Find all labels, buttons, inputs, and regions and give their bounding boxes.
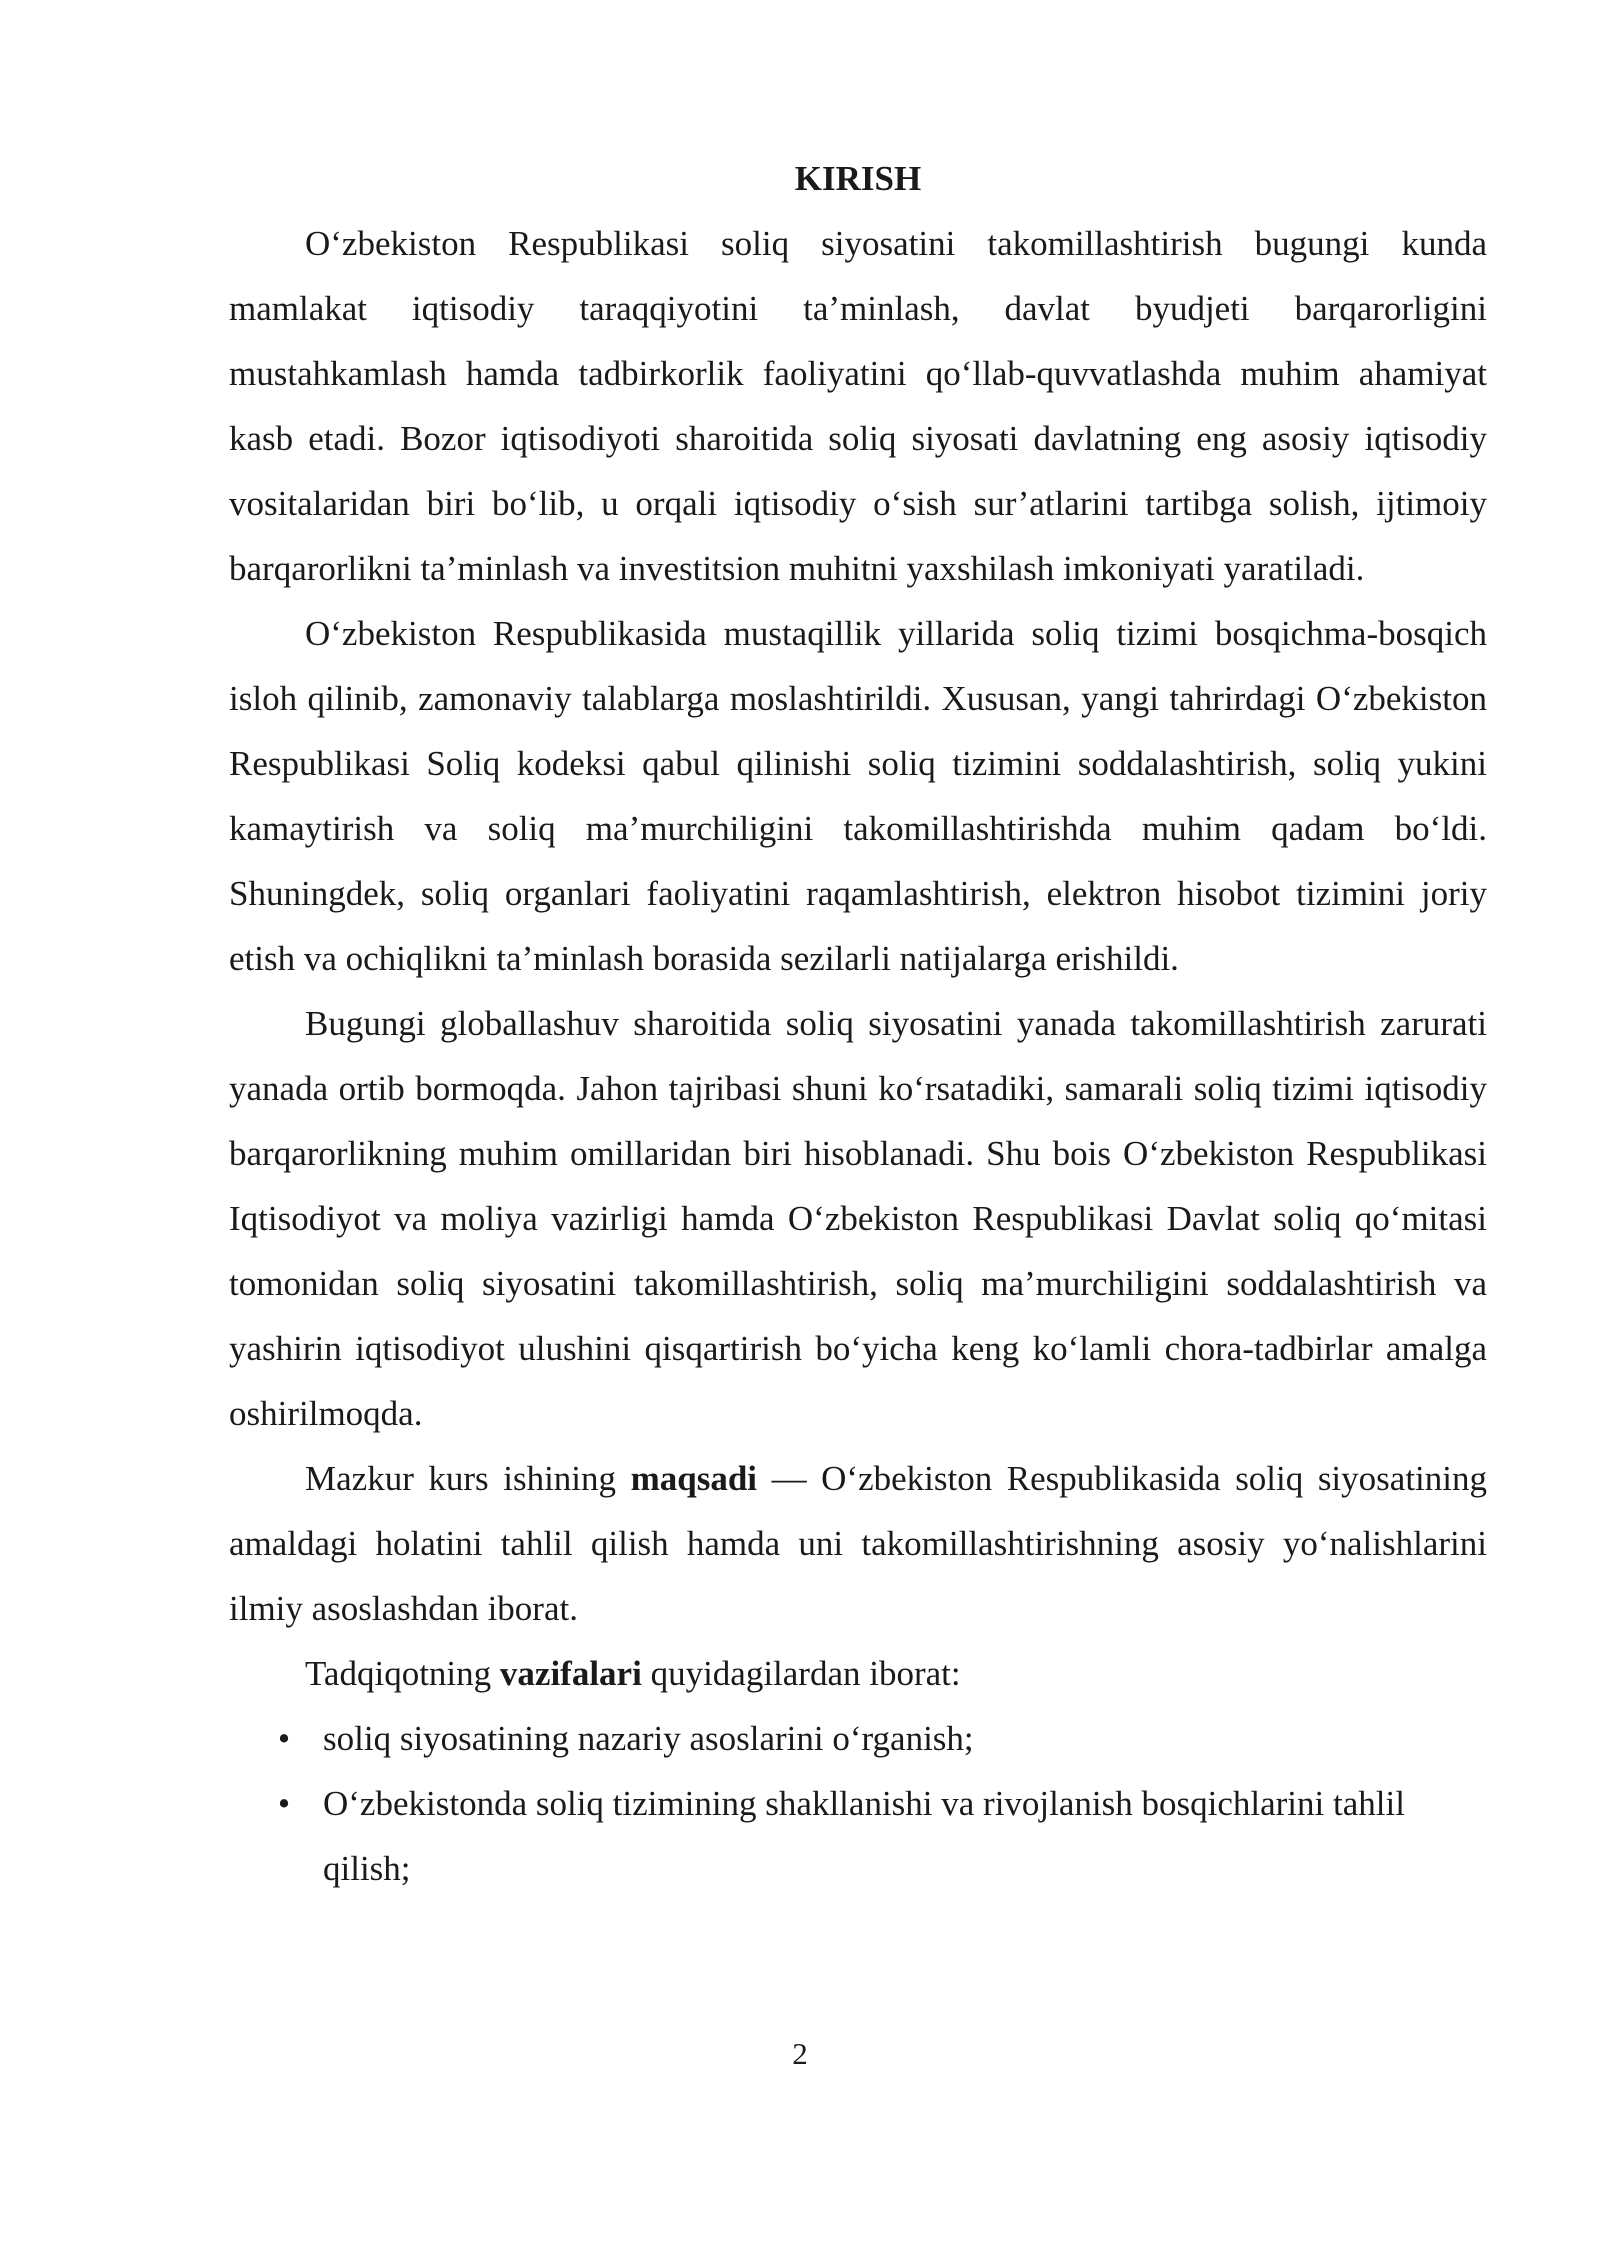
goal-text-after: — O‘zbekiston Respublikasida soliq siyosatining amaldagi holatini tahlil qilish hamda uni takomillashtirishning asosiy yo‘nalishlarini ilmiy asoslashdan iborat. bbox=[229, 1459, 1487, 1628]
intro-paragraph-3: Bugungi globallashuv sharoitida soliq siyosatini yanada takomillashtirish zarurati yanada ortib bormoqda. Jahon tajribasi shuni ko‘rsatadiki, samarali soliq tizimi iqtisodiy barqarorlikning muhim omillaridan biri hisoblanadi. Shu bois O‘zbekiston Respublikasi Iqtisodiyot va moliya vazirligi hamda O‘zbekiston Respublikasi Davlat soliq qo‘mitasi tomonidan soliq siyosatini takomillashtirish, soliq ma’murchiligini soddalashtirish va yashirin iqtisodiyot ulushini qisqartirish bo‘yicha keng ko‘lamli chora-tadbirlar amalga oshirilmoqda. bbox=[229, 1004, 1487, 1433]
bullet-icon: • bbox=[277, 1784, 291, 1823]
tasks-intro-after: quyidagilardan iborat: bbox=[641, 1654, 961, 1693]
page-number: 2 bbox=[792, 2036, 808, 2071]
list-item bbox=[227, 1771, 1487, 1901]
tasks-keyword: vazifalari bbox=[499, 1654, 642, 1693]
task-text: soliq siyosatining nazariy asoslarini o‘rganish; bbox=[323, 1719, 974, 1758]
intro-paragraph-2: O‘zbekiston Respublikasida mustaqillik yillarida soliq tizimi bosqichma-bosqich isloh qilinib, zamonaviy talablarga moslashtirildi. Xususan, yangi tahrirdagi O‘zbekiston Respublikasi Soliq kodeksi qabul qilinishi soliq tizimini soddalashtirish, soliq yukini kamaytirish va soliq ma’murchiligini takomillashtirishda muhim qadam bo‘ldi. Shuningdek, soliq organlari faoliyatini raqamlashtirish, elektron hisobot tizimini joriy etish va ochiqlikni ta’minlash borasida sezilarli natijalarga erishildi. bbox=[229, 614, 1487, 978]
task-text: O‘zbekistonda soliq tizimining shakllanishi va rivojlanish bosqichlarini tahlil qilish; bbox=[323, 1784, 1405, 1888]
page-content bbox=[229, 146, 1487, 1901]
tasks-intro-paragraph bbox=[229, 1641, 1487, 1706]
intro-paragraph-1: O‘zbekiston Respublikasi soliq siyosatini takomillashtirish bugungi kunda mamlakat iqtisodiy taraqqiyotini ta’minlash, davlat byudjeti barqarorligini mustahkamlash hamda tadbirkorlik faoliyatini qo‘llab-quvvatlashda muhim ahamiyat kasb etadi. Bozor iqtisodiyoti sharoitida soliq siyosati davlatning eng asosiy iqtisodiy vositalaridan biri bo‘lib, u orqali iqtisodiy o‘sish sur’atlarini tartibga solish, ijtimoiy barqarorlikni ta’minlash va investitsion muhitni yaxshilash imkoniyati yaratiladi. bbox=[229, 224, 1487, 588]
chapter-title: KIRISH bbox=[794, 159, 922, 198]
tasks-list bbox=[229, 1706, 1487, 1901]
bullet-icon: • bbox=[277, 1719, 291, 1758]
goal-paragraph bbox=[229, 1446, 1487, 1641]
tasks-intro-before: Tadqiqotning bbox=[305, 1654, 500, 1693]
goal-text-before: Mazkur kurs ishining bbox=[305, 1459, 631, 1498]
list-item bbox=[227, 1706, 1487, 1771]
goal-keyword: maqsadi bbox=[630, 1459, 758, 1498]
